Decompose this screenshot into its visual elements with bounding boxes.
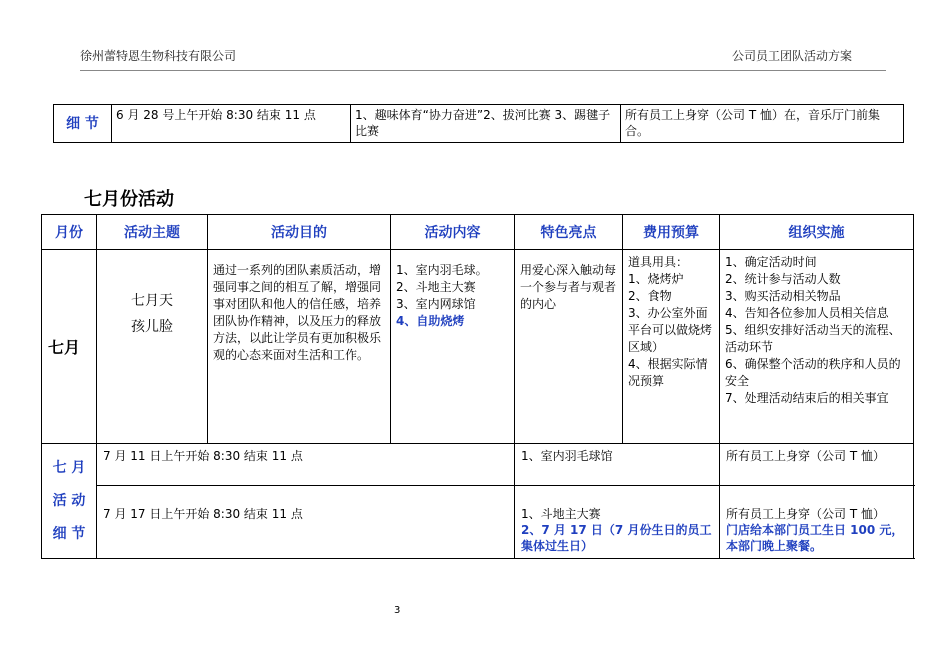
june-content: 1、趣味体育“协力奋进”2、拔河比赛 3、踢毽子比赛	[351, 105, 621, 143]
theme-cell	[97, 250, 208, 444]
budget-line: 4、根据实际情况预算	[628, 357, 708, 388]
budget-line: 2、食物	[628, 289, 672, 303]
page-number: 3	[394, 605, 401, 616]
detail-label-line: 活 动	[52, 492, 86, 509]
header-purpose: 活动目的	[208, 215, 391, 250]
implementation-step: 2、统计参与活动人数	[725, 272, 841, 286]
header-content: 活动内容	[391, 215, 515, 250]
implementation-step: 1、确定活动时间	[725, 255, 817, 269]
detail-row2-note	[720, 486, 914, 559]
header-highlight: 特色亮点	[515, 215, 623, 250]
detail-note-line: 门店给本部门员工生日 100 元，本部门晚上聚餐。	[726, 523, 904, 553]
detail-row1-time: 7 月 11 日上午开始 8:30 结束 11 点	[97, 444, 515, 486]
budget-line: 1、烧烤炉	[628, 272, 684, 286]
detail-label-line: 细 节	[52, 525, 86, 542]
header-month: 月份	[42, 215, 97, 250]
highlight-cell: 用爱心深入触动每一个参与者与观者的内心	[515, 250, 623, 444]
budget-cell	[623, 250, 720, 444]
header-doc-title: 公司员工团队活动方案	[732, 49, 853, 63]
month-cell: 七月	[42, 250, 97, 444]
section-title: 七月份活动	[84, 189, 174, 210]
detail-row2-time: 7 月 17 日上午开始 8:30 结束 11 点	[97, 486, 515, 559]
detail-label: 细 节	[54, 105, 112, 143]
budget-line: 道具用具：	[628, 255, 689, 269]
implementation-step: 3、购买活动相关物品	[725, 289, 841, 303]
june-note: 所有员工上身穿（公司 T 恤）在，音乐厅门前集合。	[621, 105, 904, 143]
content-item: 2、斗地主大赛	[396, 280, 476, 294]
content-item: 3、室内网球馆	[396, 297, 476, 311]
implementation-step: 7、处理活动结束后的相关事宜	[725, 391, 889, 405]
june-detail-table	[53, 104, 904, 143]
june-time: 6 月 28 号上午开始 8:30 结束 11 点	[112, 105, 351, 143]
header-implementation: 组织实施	[720, 215, 914, 250]
theme-line-2: 孩儿脸	[131, 319, 173, 335]
detail-content-line: 2、7 月 17 日（7 月份生日的员工集体过生日）	[521, 523, 712, 553]
content-item: 4、自助烧烤	[396, 314, 465, 328]
theme-line-1: 七月天	[131, 293, 173, 309]
budget-line: 3、办公室外面平台可以做烧烤区域）	[628, 306, 713, 354]
july-activity-table	[41, 214, 914, 559]
detail-label-line: 七 月	[52, 459, 86, 476]
header-company: 徐州蕾特恩生物科技有限公司	[80, 49, 237, 63]
header-theme: 活动主题	[97, 215, 208, 250]
detail-row2-content	[515, 486, 720, 559]
purpose-cell: 通过一系列的团队素质活动，增强同事之间的相互了解，增强同事对团队和他人的信任感，培养团队协作精神，以及压力的释放方法，以此让学员有更加积极乐观的心态来面对生活和工作。	[208, 250, 391, 444]
implementation-step: 4、告知各位参加人员相关信息	[725, 306, 889, 320]
detail-content-line: 1、斗地主大赛	[521, 507, 601, 521]
detail-row1-content: 1、室内羽毛球馆	[515, 444, 720, 486]
implementation-step: 6、确保整个活动的秩序和人员的安全	[725, 357, 901, 388]
detail-row1-note: 所有员工上身穿（公司 T 恤）	[720, 444, 914, 486]
detail-note-line: 所有员工上身穿（公司 T 恤）	[726, 507, 885, 521]
july-detail-label	[42, 444, 97, 559]
header-rule	[80, 70, 886, 71]
implementation-step: 5、组织安排好活动当天的流程、活动环节	[725, 323, 901, 354]
header-budget: 费用预算	[623, 215, 720, 250]
content-cell	[391, 250, 515, 444]
content-item: 1、室内羽毛球。	[396, 263, 488, 277]
implementation-cell	[720, 250, 914, 444]
